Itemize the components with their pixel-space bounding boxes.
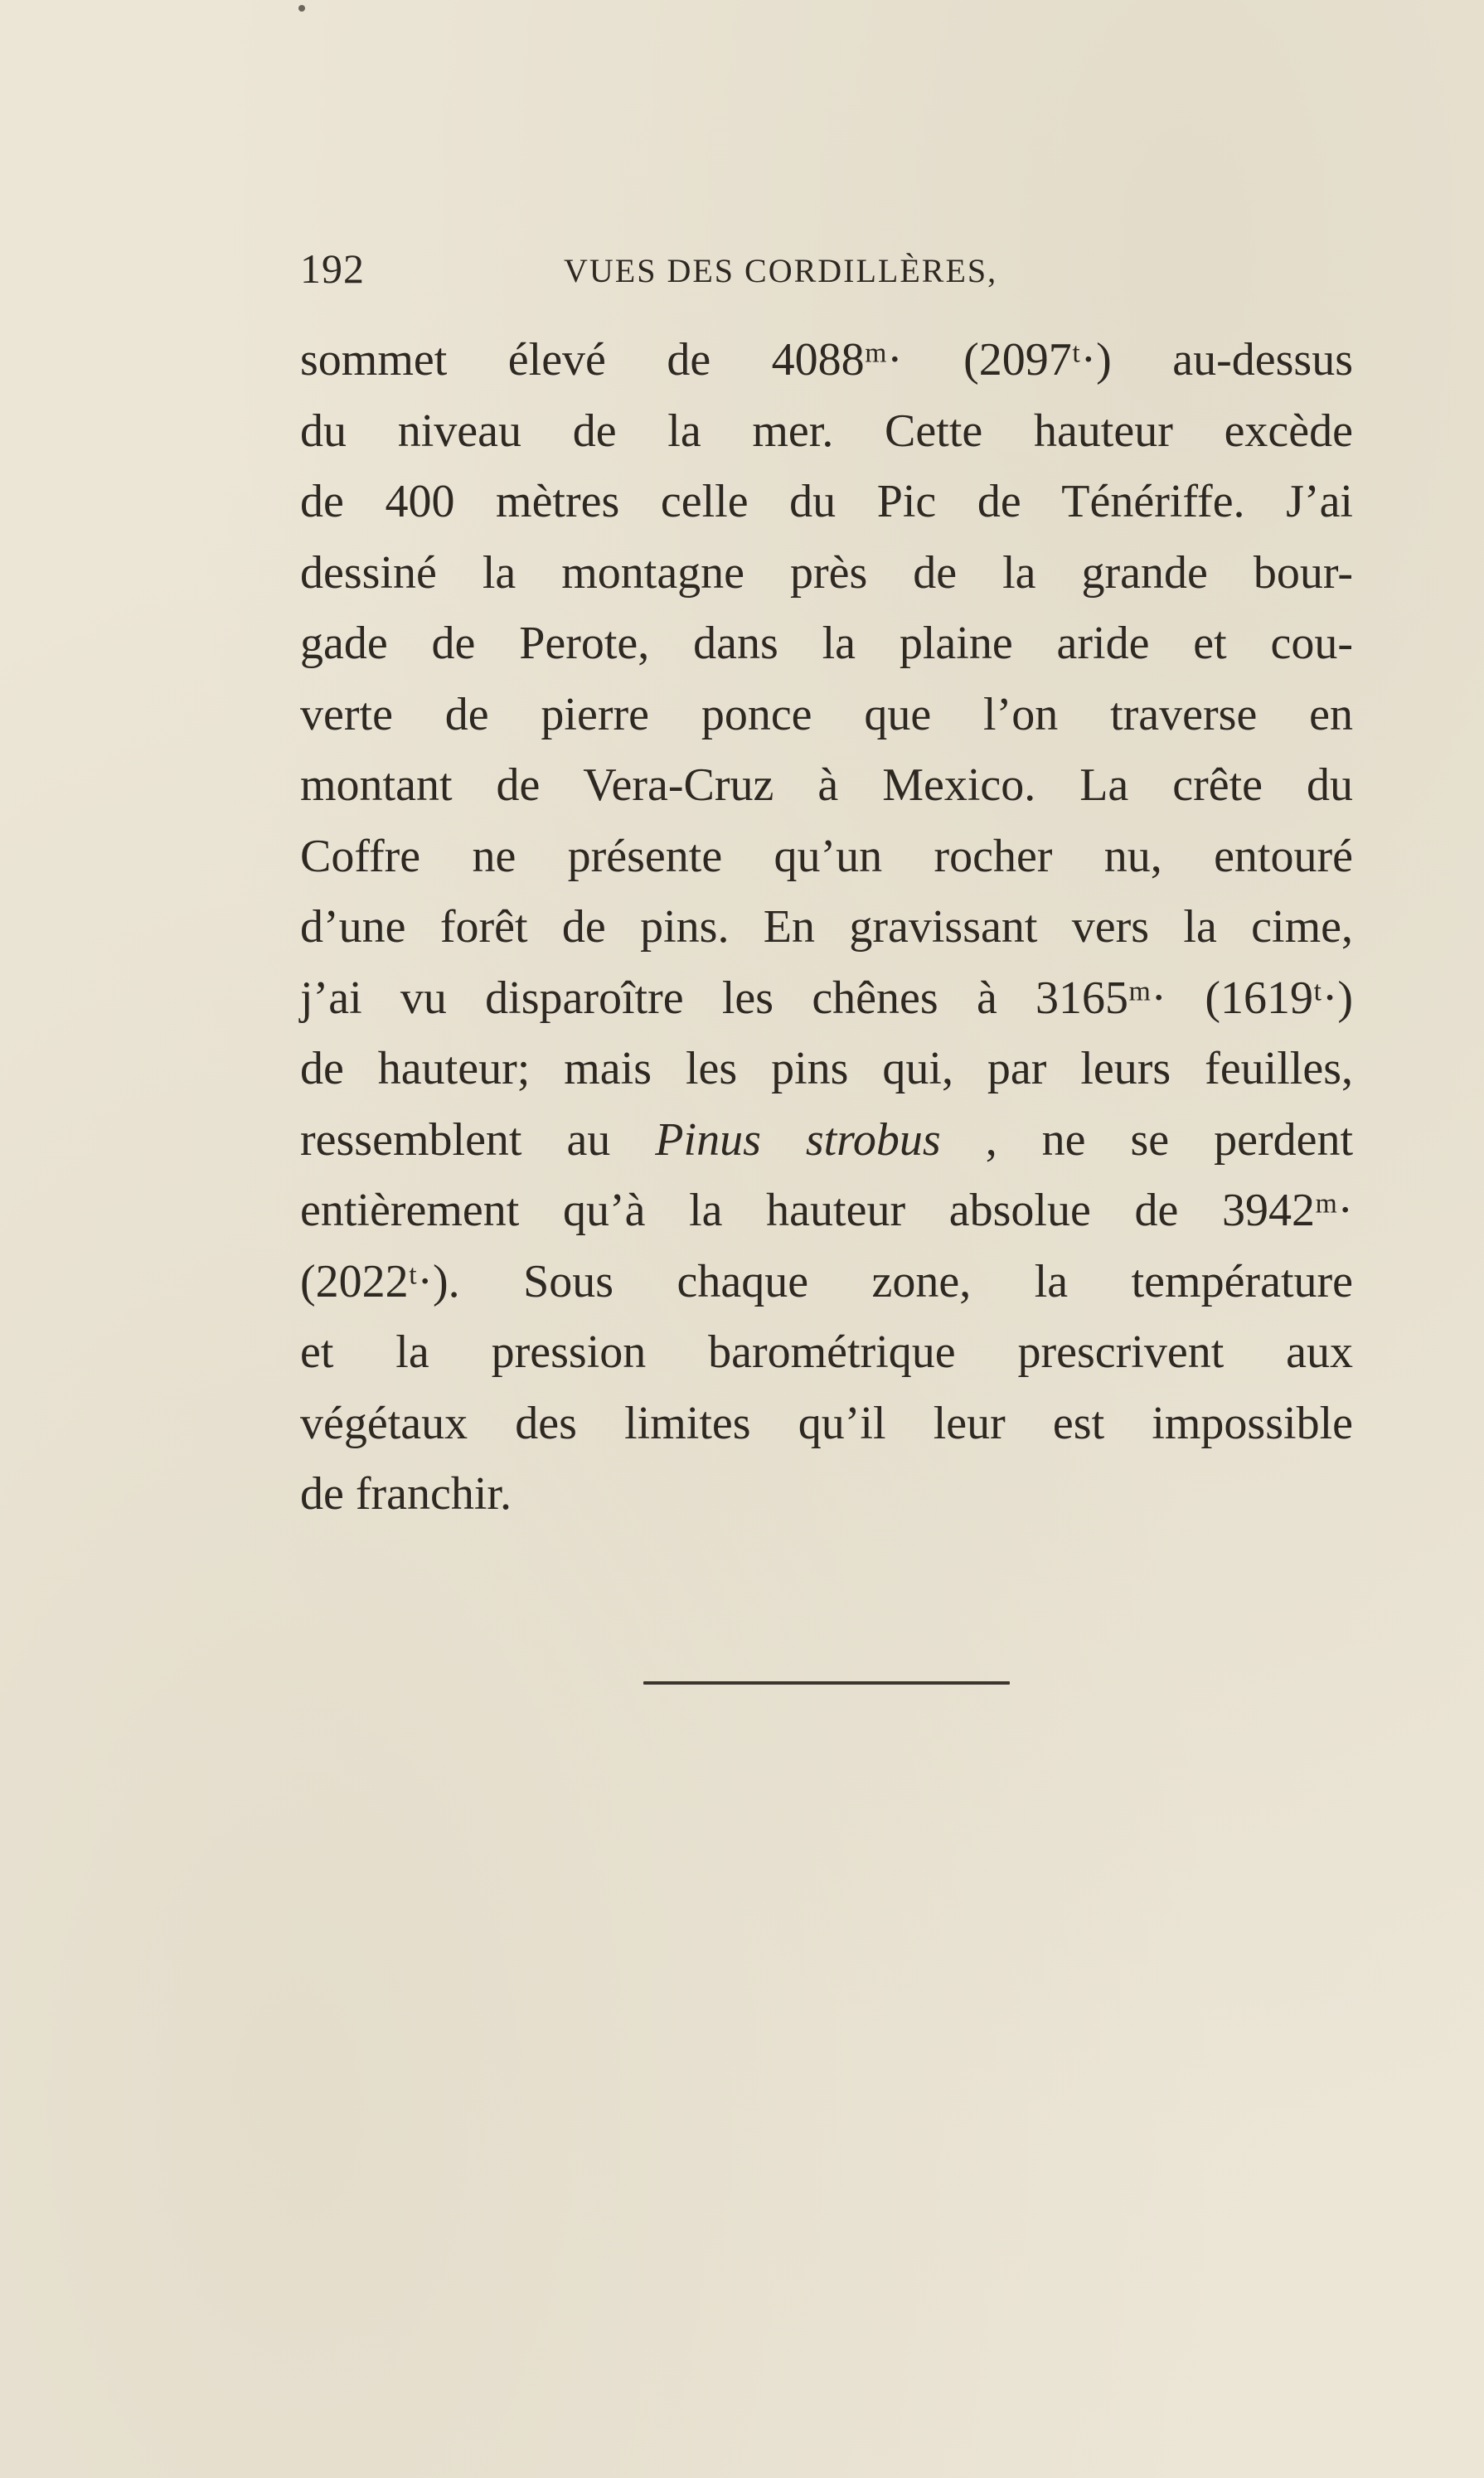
ink-speck bbox=[298, 5, 305, 12]
text-line: j’ai vu disparoître les chênes à 3165ᵐ· (1619ᵗ·) bbox=[300, 972, 1353, 1024]
text-line: sommet élevé de 4088ᵐ· (2097ᵗ·) au-dessus bbox=[300, 334, 1353, 386]
text-segment: ressemblent au bbox=[300, 1113, 611, 1166]
text-line: gade de Perote, dans la plaine aride et cou- bbox=[300, 618, 1353, 669]
text-line: du niveau de la mer. Cette hauteur excède bbox=[300, 405, 1353, 457]
page-number: 192 bbox=[300, 245, 365, 292]
body-paragraph bbox=[300, 325, 1353, 1530]
italic-species-name: Pinus strobus bbox=[655, 1113, 941, 1166]
text-line: de 400 mètres celle du Pic de Ténériffe. J’ai bbox=[300, 476, 1353, 527]
section-divider-rule bbox=[643, 1681, 1010, 1685]
text-line: végétaux des limites qu’il leur est impossible bbox=[300, 1397, 1353, 1449]
text-segment: , ne se perdent bbox=[985, 1113, 1354, 1166]
text-line-with-italic bbox=[300, 1105, 1353, 1176]
text-line: entièrement qu’à la hauteur absolue de 3942ᵐ· bbox=[300, 1185, 1353, 1236]
text-line: Coffre ne présente qu’un rocher nu, entouré bbox=[300, 830, 1353, 882]
text-line: (2022ᵗ·). Sous chaque zone, la température bbox=[300, 1255, 1353, 1307]
text-line: verte de pierre ponce que l’on traverse en bbox=[300, 688, 1353, 740]
text-line: d’une forêt de pins. En gravissant vers la cime, bbox=[300, 901, 1353, 953]
text-line: et la pression barométrique prescrivent aux bbox=[300, 1326, 1353, 1378]
running-head: VUES DES CORDILLÈRES, bbox=[564, 252, 998, 289]
text-line: dessiné la montagne près de la grande bour- bbox=[300, 546, 1353, 599]
text-line: de franchir. bbox=[300, 1468, 512, 1520]
text-line: montant de Vera-Cruz à Mexico. La crête du bbox=[300, 759, 1353, 811]
page-header bbox=[300, 245, 1129, 303]
text-line: de hauteur; mais les pins qui, par leurs feuilles, bbox=[300, 1043, 1353, 1094]
